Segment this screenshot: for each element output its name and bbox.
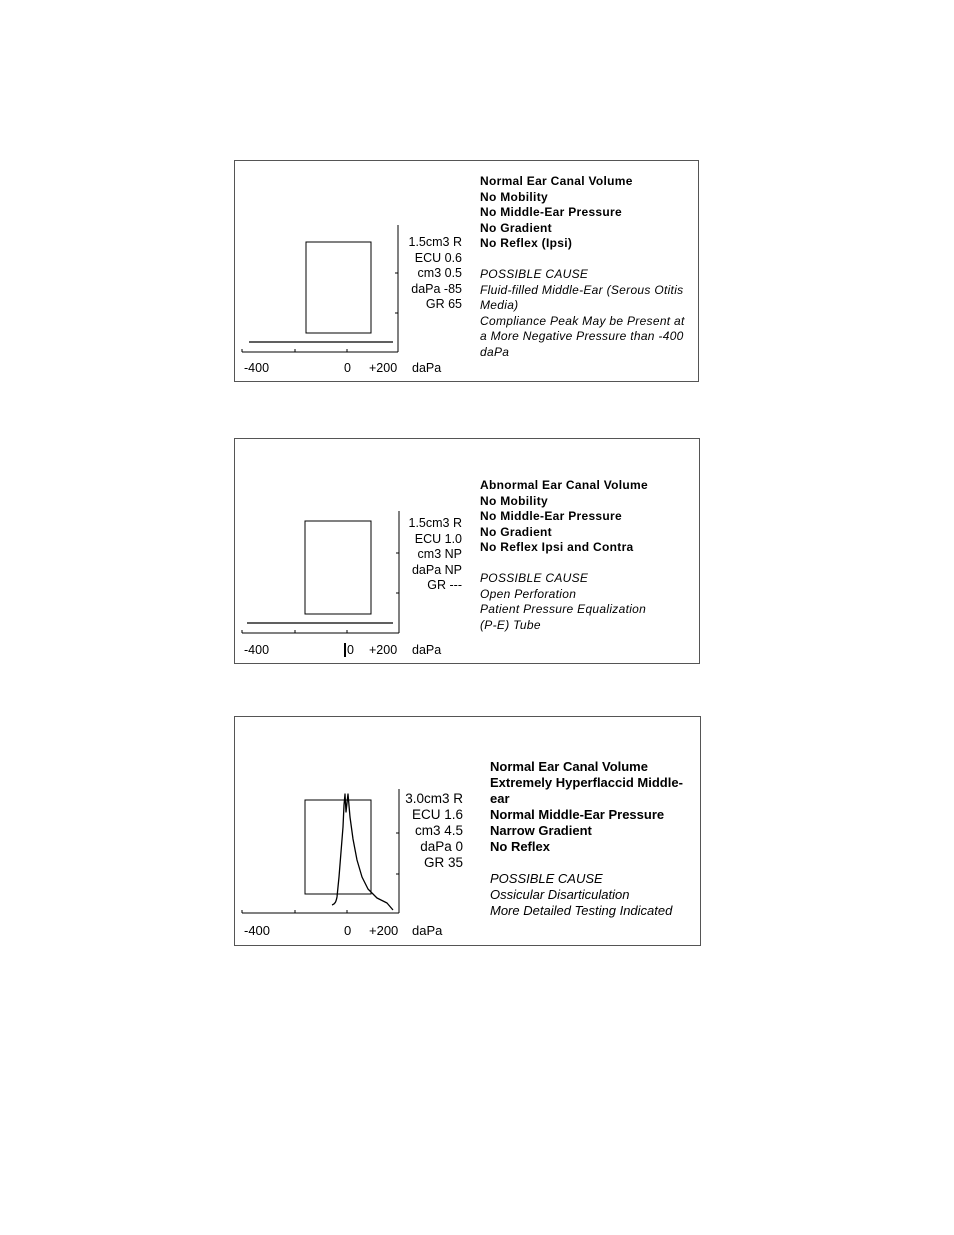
cause: a More Negative Pressure than -400 (480, 329, 684, 343)
axis-label-min: -400 (244, 643, 270, 657)
finding: Narrow Gradient (490, 823, 592, 838)
finding: No Gradient (480, 524, 552, 539)
finding: No Gradient (480, 220, 552, 235)
finding: No Mobility (480, 493, 548, 508)
axis-label-min: -400 (244, 923, 271, 938)
finding: Normal Middle-Ear Pressure (490, 807, 665, 822)
reading-gr: GR 65 (425, 297, 462, 311)
tympanogram-panel-2 (234, 438, 700, 664)
compliance-peak-trace (332, 794, 393, 910)
finding: No Middle-Ear Pressure (480, 205, 622, 219)
readings (400, 516, 462, 594)
finding: Normal Ear Canal Volume (480, 174, 633, 188)
cause: More Detailed Testing Indicated (490, 903, 673, 918)
axis-label-min: -400 (244, 361, 270, 375)
finding: Abnormal Ear Canal Volume (480, 478, 648, 492)
reading-ecu: ECU 1.6 (411, 807, 463, 822)
normal-region-box (305, 521, 371, 614)
reading-cm3: cm3 0.5 (417, 266, 462, 280)
finding: No Reflex (Ipsi) (480, 236, 573, 250)
axis-unit: daPa (412, 643, 442, 657)
reading-volume: 1.5cm3 R (408, 516, 462, 530)
reading-ecu: ECU 1.0 (414, 531, 462, 546)
reading-dapa: daPa 0 (420, 839, 463, 854)
finding: No Reflex Ipsi and Contra (480, 540, 634, 554)
reading-volume: 1.5cm3 R (408, 235, 462, 249)
axis-label-zero: 0 (344, 643, 354, 657)
reading-volume: 3.0cm3 R (405, 791, 463, 806)
cause-heading: POSSIBLE CAUSE (480, 267, 589, 281)
reading-ecu: ECU 0.6 (414, 250, 462, 265)
cause: daPa (480, 344, 510, 359)
readings (397, 791, 463, 871)
cause: Fluid-filled Middle-Ear (Serous Otitis (480, 282, 684, 297)
reading-gr: GR 35 (423, 855, 463, 870)
cause-heading: POSSIBLE CAUSE (490, 871, 603, 886)
tympanogram-panel-3 (234, 716, 701, 946)
reading-cm3: cm3 NP (417, 547, 462, 561)
finding: No Middle-Ear Pressure (480, 509, 622, 523)
axis-label-max: +200 (369, 643, 398, 657)
cause: Patient Pressure Equalization (480, 602, 647, 616)
finding: No Reflex (490, 839, 550, 854)
cause: Compliance Peak May be Present at (480, 313, 685, 328)
normal-region-box (305, 800, 371, 894)
axis-label-zero: 0 (344, 923, 352, 938)
cause: Open Perforation (480, 586, 577, 601)
normal-region-box (306, 242, 371, 333)
cause-heading: POSSIBLE CAUSE (480, 571, 589, 585)
findings (490, 759, 683, 919)
reading-dapa: daPa NP (411, 562, 462, 577)
findings (480, 174, 685, 360)
axis-unit: daPa (412, 361, 442, 375)
reading-cm3: cm3 4.5 (414, 823, 463, 838)
axis-label-max: +200 (369, 361, 398, 375)
finding: ear (490, 791, 510, 806)
tympanogram-panel-1 (234, 160, 699, 382)
axis-unit: daPa (412, 923, 443, 938)
reading-dapa: daPa -85 (411, 281, 462, 296)
cause: Media) (480, 298, 519, 312)
readings (400, 235, 462, 313)
cause: Ossicular Disarticulation (490, 887, 630, 902)
axis-label-zero: 0 (344, 361, 351, 375)
finding: Normal Ear Canal Volume (490, 759, 648, 774)
cause: (P-E) Tube (480, 617, 541, 632)
reading-gr: GR --- (427, 578, 462, 592)
finding: Extremely Hyperflaccid Middle- (490, 775, 683, 790)
finding: No Mobility (480, 189, 548, 204)
findings (480, 478, 648, 633)
axis-label-max: +200 (369, 923, 399, 938)
